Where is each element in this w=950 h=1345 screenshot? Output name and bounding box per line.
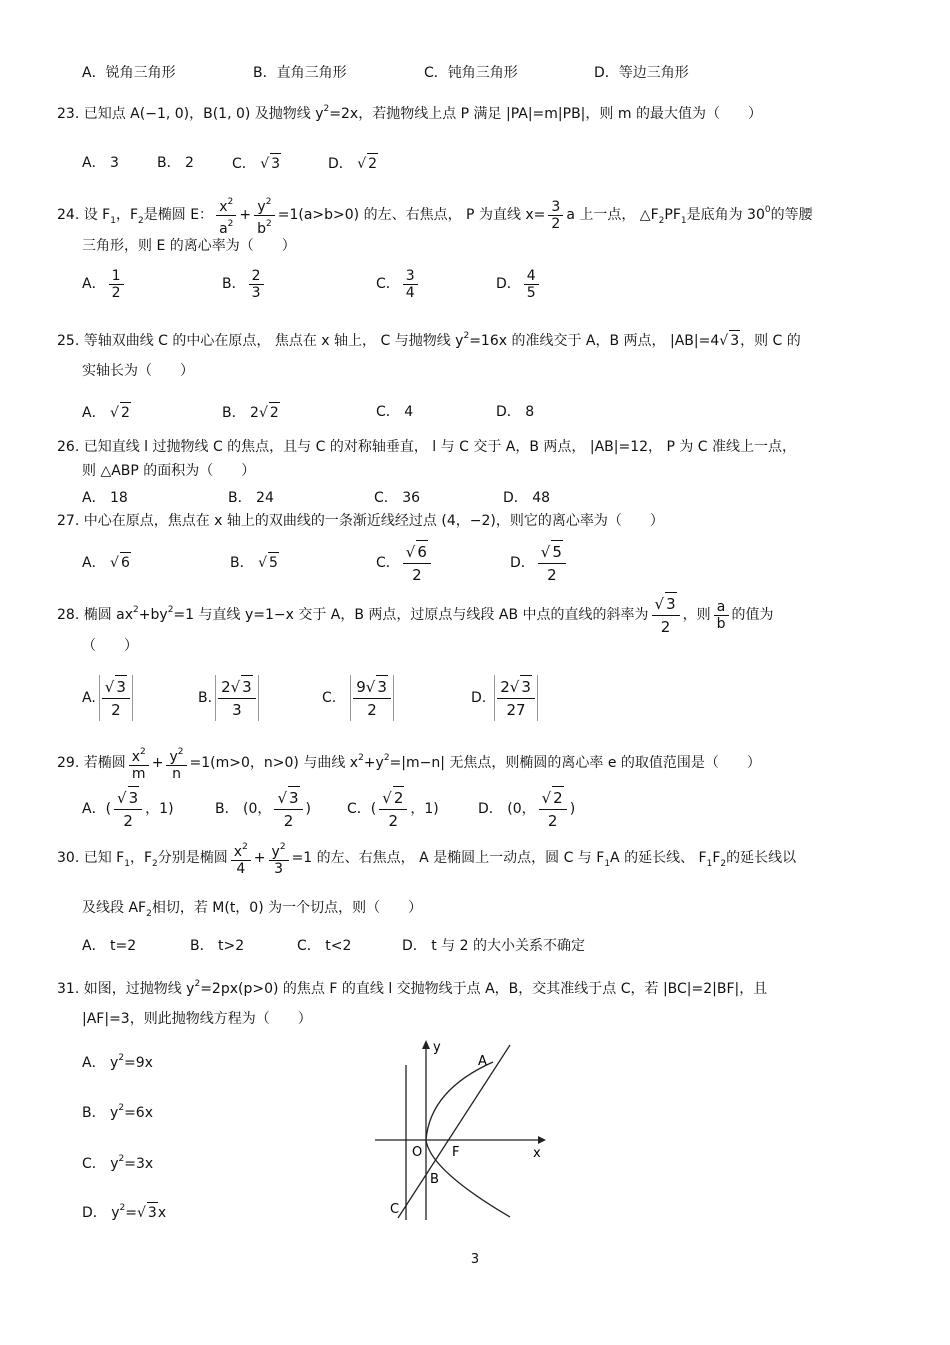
point-a-label: A xyxy=(478,1054,487,1069)
q29-option-c: C．( √ $\frac{2}{2}$ ，1) xyxy=(347,786,439,832)
q31-option-d: D． $y^2=√$ 3x xyxy=(82,1198,166,1223)
q29-stem: 29. 若椭圆 $\frac{x^2}{m}$ + $\frac{y^2}{n}$ =1(m>0，n>0) 与曲线 $x^2+y^2=|m-n|$ 无焦点，则椭圆的离心率 e 的取值范围是（ ） xyxy=(57,738,761,783)
q24-option-c: C． $\frac{3}{4}$ xyxy=(376,264,421,304)
q30-stem-line2: 及线段 $AF_2$相切，若 M(t，0) 为一个切点，则（ ） xyxy=(82,900,423,919)
q24-stem-line2: 三角形，则 E 的离心率为（ ） xyxy=(82,238,296,254)
line-l xyxy=(398,1045,510,1218)
q31-stem-line2: |AF|=3，则此抛物线方程为（ ） xyxy=(82,1011,312,1027)
q31-option-b: B． $y^2=6x$ xyxy=(82,1103,154,1121)
parabola-figure xyxy=(370,1035,550,1225)
q28-option-d: D. $\frac{2√ 3}{27}$ xyxy=(471,672,541,724)
q30-option-c: C． t<2 xyxy=(297,938,352,954)
q29-option-a: A．( √ $\frac{3}{2}$ ，1) xyxy=(82,786,174,832)
x-axis-arrow xyxy=(538,1136,546,1144)
q25-stem: 25. 等轴双曲线 C 的中心在原点， 焦点在 x 轴上， C 与抛物线 $y^2=16x$ 的准线交于 A，B 两点， |AB|=4√ 3，则 C 的 xyxy=(57,326,801,351)
q28-stem-line2: （ ） xyxy=(82,638,138,654)
q25-option-a: A． √ 2 xyxy=(82,402,131,423)
q22-option-a: A．锐角三角形 xyxy=(82,65,176,81)
q24-option-d: D． $\frac{4}{5}$ xyxy=(496,264,542,304)
q27-option-a: A． √ 6 xyxy=(82,552,131,573)
q25-option-d: D． 8 xyxy=(496,404,535,420)
q23-option-d: D． √ 2 xyxy=(328,153,378,174)
q23-option-c: C． √ 3 xyxy=(232,153,281,174)
q28-option-c: C. $\frac{9√ 3}{2}$ xyxy=(322,672,397,724)
q26-option-c: C． 36 xyxy=(374,490,421,506)
q27-option-d: D． √ $\frac{5}{2}$ xyxy=(510,540,569,586)
q26-option-a: A． 18 xyxy=(82,490,128,506)
point-b-label: B xyxy=(430,1172,439,1187)
q27-stem: 27. 中心在原点，焦点在 x 轴上的双曲线的一条渐近线经过点 (4，−2)，则它的离心率为（ ） xyxy=(57,513,664,529)
q24-option-a: A． $\frac{1}{2}$ xyxy=(82,264,127,304)
x-axis-label: x xyxy=(533,1146,541,1161)
q30-option-b: B． t>2 xyxy=(190,938,245,954)
q25-option-c: C． 4 xyxy=(376,404,414,420)
q25-stem-line2: 实轴长为（ ） xyxy=(82,363,194,379)
q30-option-a: A． t=2 xyxy=(82,938,137,954)
q30-option-d: D． t 与 2 的大小关系不确定 xyxy=(402,938,585,954)
q23-option-a: A． 3 xyxy=(82,155,119,171)
q22-option-b: B．直角三角形 xyxy=(253,65,347,81)
y-axis-arrow xyxy=(422,1040,430,1049)
page-number: 3 xyxy=(470,1252,480,1267)
q31-option-a: A． $y^2=9x$ xyxy=(82,1053,153,1071)
q23-option-b: B． 2 xyxy=(157,155,194,171)
q26-option-b: B． 24 xyxy=(228,490,274,506)
q26-stem-line2: 则 △ABP 的面积为（ ） xyxy=(82,463,256,479)
q28-option-b: B. $\frac{2√ 3}{3}$ xyxy=(198,672,262,724)
y-axis-label: y xyxy=(433,1040,441,1055)
q30-stem: 30. 已知 $F_1$，$F_2$分别是椭圆 $\frac{x^2}{4}$ + $\frac{y^2}{3}$ =1 的左、右焦点， A 是椭圆上一动点，圆 C 与 $F_1A$ 的延长线、 $F_1F_2$的延长线以 xyxy=(57,838,796,884)
q28-option-a: A. √ $\frac{3}{2}$ xyxy=(82,672,136,724)
focus-label: F xyxy=(452,1145,460,1160)
q22-option-d: D．等边三角形 xyxy=(594,65,689,81)
q26-stem: 26. 已知直线 l 过抛物线 C 的焦点，且与 C 的对称轴垂直， l 与 C 交于 A，B 两点， |AB|=12， P 为 C 准线上一点， xyxy=(57,439,797,455)
q25-option-b: B． 2√ 2 xyxy=(222,402,280,423)
q29-option-d: D． (0， √ $\frac{2}{2}$ ) xyxy=(478,786,575,832)
q27-option-b: B． √ 5 xyxy=(230,552,279,573)
q26-option-d: D． 48 xyxy=(503,490,551,506)
q29-option-b: B． (0， √ $\frac{3}{2}$ ) xyxy=(215,786,311,832)
q24-option-b: B． $\frac{2}{3}$ xyxy=(222,264,267,304)
q28-stem: 28. 椭圆 $ax^2+by^2=1$ 与直线 y=1−x 交于 A，B 两点，过原点与线段 AB 中点的直线的斜率为 √ $\frac{3}{2}$ ，则 $\frac{a}{b}$ 的值为 xyxy=(57,590,774,638)
origin-label: O xyxy=(412,1145,423,1160)
q31-option-c: C． $y^2=3x$ xyxy=(82,1154,154,1172)
q23-stem: 23. 已知点 A(−1, 0)，B(1, 0) 及抛物线 $y^2=2x$，若抛物线上点 P 满足 |PA|=m|PB|，则 m 的最大值为（ ） xyxy=(57,104,762,122)
point-c-label: C xyxy=(390,1202,400,1217)
q27-option-c: C． √ $\frac{6}{2}$ xyxy=(376,540,434,586)
q22-option-c: C．钝角三角形 xyxy=(424,65,518,81)
q31-stem: 31. 如图，过抛物线 $y^2=2px(p>0)$ 的焦点 F 的直线 l 交抛物线于点 A，B，交其准线于点 C，若 |BC|=2|BF|，且 xyxy=(57,979,768,997)
q24-stem: 24. 设 $F_1$，$F_2$是椭圆 E： $\frac{x^2}{a^2}$ + $\frac{y^2}{b^2}$ =1(a>b>0) 的左、右焦点， P 为直线 x= $\frac{3}{2}$ a 上一点， $\triangle F_2PF_1$是底角为 $30^0$的等腰 xyxy=(57,192,813,239)
